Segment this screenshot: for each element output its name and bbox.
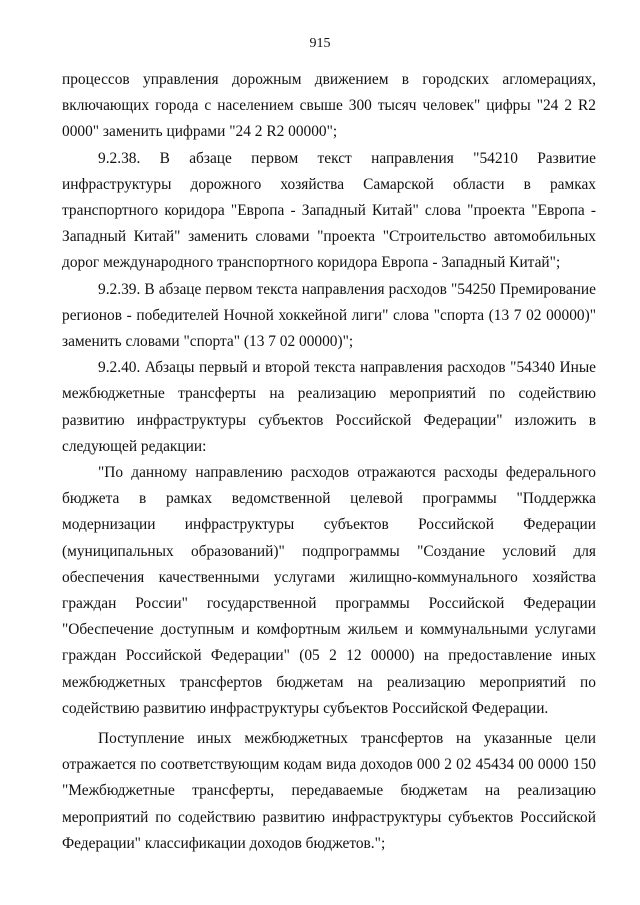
- paragraph-quoted-first: "По данному направлению расходов отражаются расходы федерального бюджета в рамках ведомственной целевой программы "Поддержка модернизации инфраструктуры субъектов Российской Федерации (муниципальных образований)" подпрограммы "Создание условий для обеспечения качественными услугами жилищно-коммунального хозяйства граждан России" государственной программы Российской Федерации "Обеспечение доступным и комфортным жильем и коммунальными услугами граждан Российской Федерации" (05 2 12 00000) на предоставление иных межбюджетных трансфертов бюджетам на реализацию мероприятий по содействию развитию инфраструктуры субъектов Российской Федерации.: [62, 464, 596, 717]
- paragraph-9-2-40: 9.2.40. Абзацы первый и второй текста направления расходов "54340 Иные межбюджетные трансферты на реализацию мероприятий по содействию развитию инфраструктуры субъектов Российской Федерации" изложить в следующей редакции:: [62, 359, 596, 455]
- paragraph-9-2-38: 9.2.38. В абзаце первом текст направления "54210 Развитие инфраструктуры дорожного хозяйства Самарской области в рамках транспортного коридора "Европа - Западный Китай" слова "проекта "Европа - Западный Китай" заменить словами "проекта "Строительство автомобильных дорог международного транспортного коридора Европа - Западный Китай";: [62, 149, 596, 272]
- paragraph-quoted-second: Поступление иных межбюджетных трансфертов на указанные цели отражается по соответствующим кодам вида доходов 000 2 02 45434 00 0000 150 "Межбюджетные трансферты, передаваемые бюджетам на реализацию мероприятий по содействию развитию инфраструктуры субъектов Российской Федерации" классификации доходов бюджетов.";: [62, 730, 596, 852]
- document-body: [62, 67, 596, 857]
- paragraph-continuation: процессов управления дорожным движением в городских агломерациях, включающих города с населением свыше 300 тысяч человек" цифры "24 2 R2 0000" заменить цифрами "24 2 R2 00000";: [62, 71, 596, 141]
- page-number: 915: [309, 36, 331, 51]
- paragraph-9-2-39: 9.2.39. В абзаце первом текста направления расходов "54250 Премирование регионов - победителей Ночной хоккейной лиги" слова "спорта (13 7 02 00000)" заменить словами "спорта" (13 7 02 00000)";: [62, 280, 596, 351]
